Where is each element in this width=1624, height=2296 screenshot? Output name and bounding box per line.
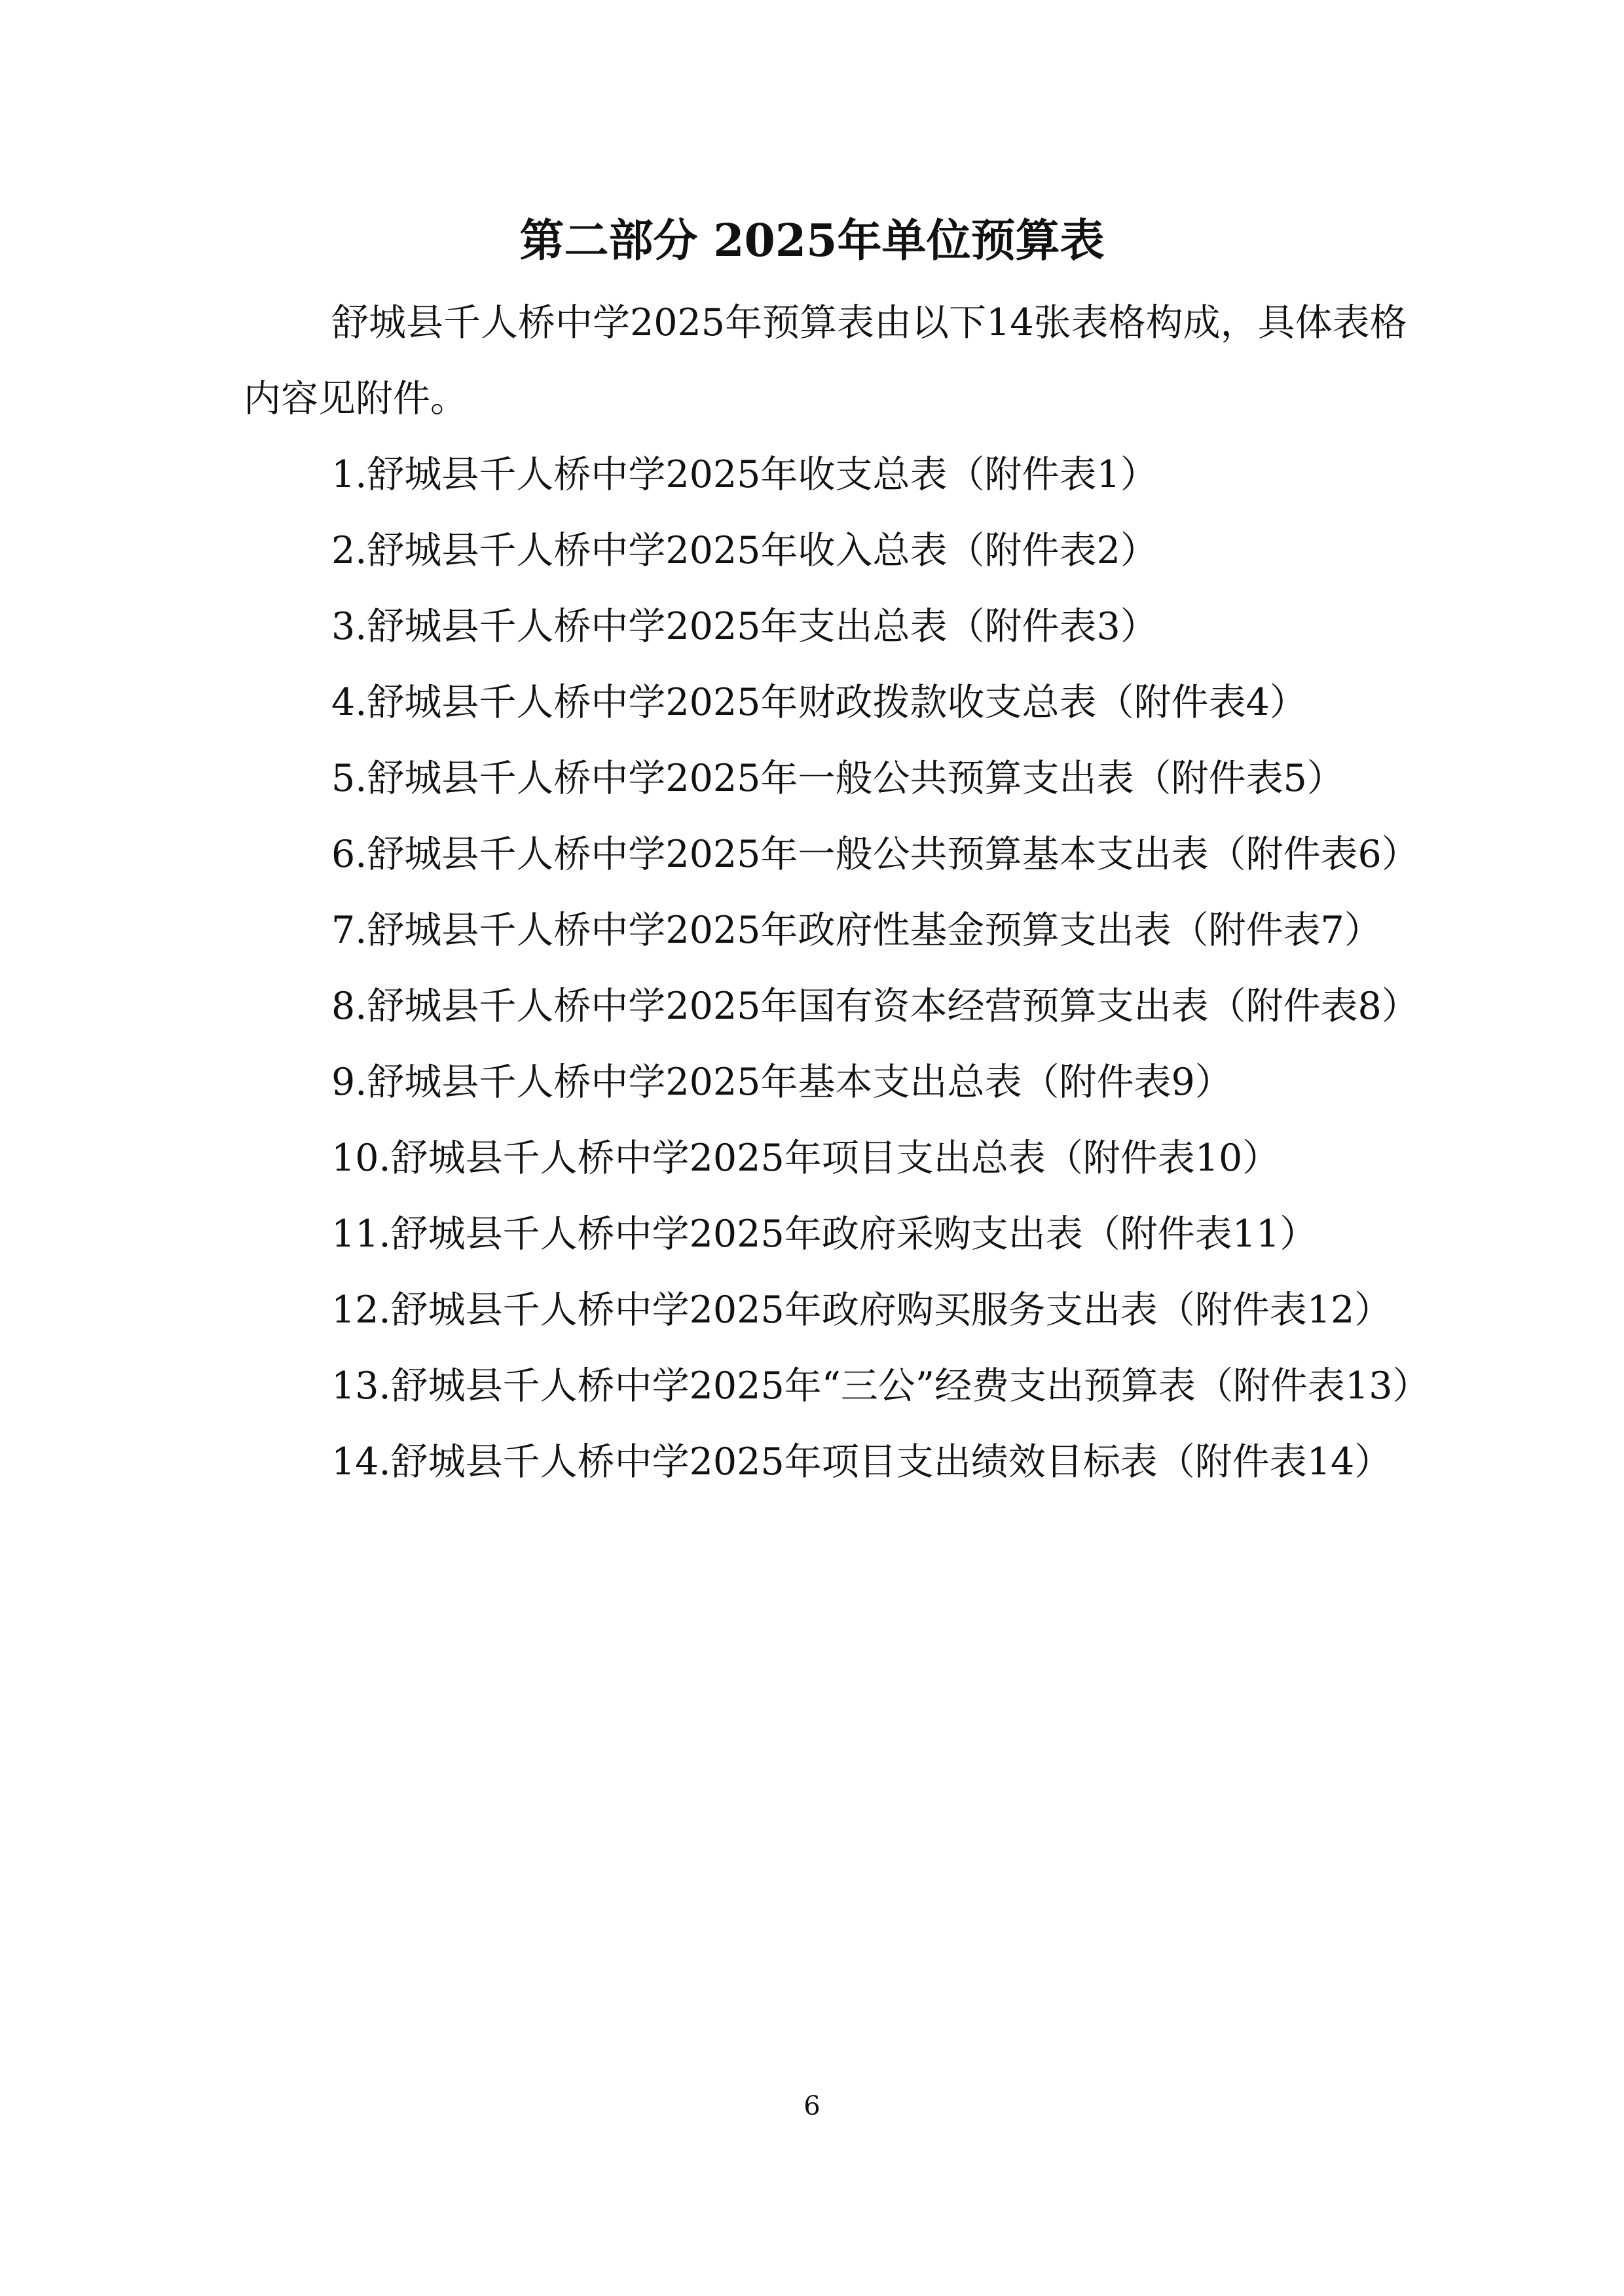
list-item: 8.舒城县千人桥中学2025年国有资本经营预算支出表（附件表8）: [331, 985, 1419, 1028]
list-item: 14.舒城县千人桥中学2025年项目支出绩效目标表（附件表14）: [331, 1440, 1392, 1484]
list-item: 10.舒城县千人桥中学2025年项目支出总表（附件表10）: [331, 1137, 1280, 1180]
list-item: 9.舒城县千人桥中学2025年基本支出总表（附件表9）: [331, 1061, 1232, 1104]
list-item: 13.舒城县千人桥中学2025年“三公”经费支出预算表（附件表13）: [331, 1364, 1430, 1408]
list-item: 6.舒城县千人桥中学2025年一般公共预算基本支出表（附件表6）: [331, 833, 1419, 876]
document-body: [244, 285, 1430, 1500]
page-number: 6: [803, 2091, 821, 2121]
list-item: 2.舒城县千人桥中学2025年收入总表（附件表2）: [331, 529, 1158, 572]
list-item: 12.舒城县千人桥中学2025年政府购买服务支出表（附件表12）: [331, 1288, 1392, 1332]
list-item: 7.舒城县千人桥中学2025年政府性基金预算支出表（附件表7）: [331, 909, 1382, 952]
list-item: 4.舒城县千人桥中学2025年财政拨款收支总表（附件表4）: [331, 681, 1307, 724]
list-item: 1.舒城县千人桥中学2025年收支总表（附件表1）: [331, 453, 1158, 496]
page-title: 第二部分 2025年单位预算表: [519, 215, 1105, 267]
list-item: 5.舒城县千人桥中学2025年一般公共预算支出表（附件表5）: [331, 757, 1344, 800]
intro-paragraph: 舒城县千人桥中学2025年预算表由以下14张表格构成，具体表格内容见附件。: [244, 301, 1407, 420]
list-item: 3.舒城县千人桥中学2025年支出总表（附件表3）: [331, 605, 1158, 648]
list-item: 11.舒城县千人桥中学2025年政府采购支出表（附件表11）: [331, 1212, 1318, 1256]
